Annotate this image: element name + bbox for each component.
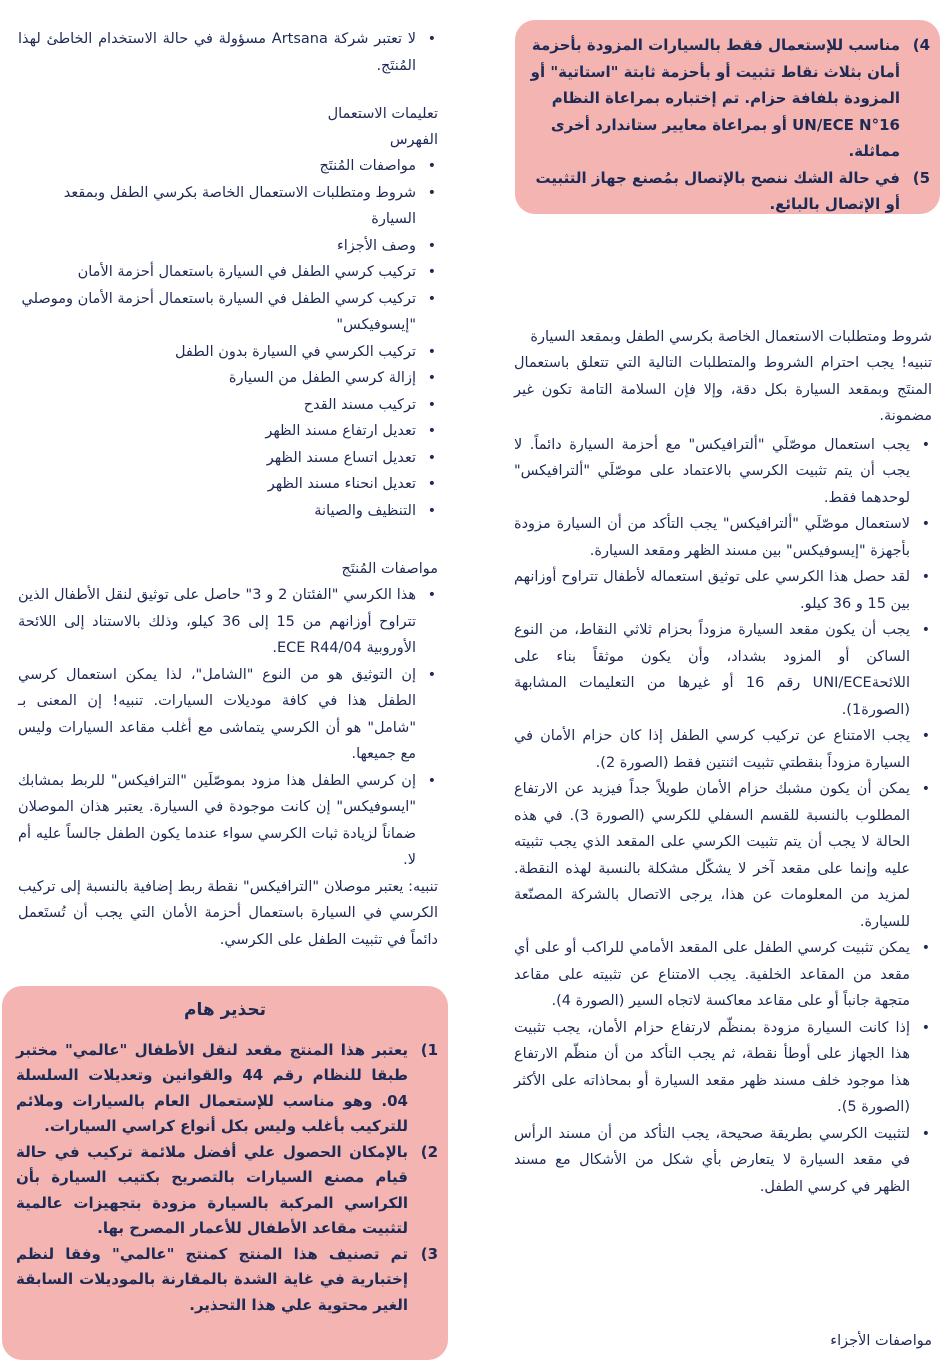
index-item: • التنظيف والصيانة	[18, 498, 416, 525]
list-item	[16, 1242, 438, 1319]
item-number: 2)	[420, 1142, 438, 1161]
item-text: في حالة الشك ننصح بالإتصال بمُصنع جهاز التثبيت أو الإتصال بالبائع.	[535, 168, 900, 213]
list-item: • يجب الامتناع عن تركيب كرسي الطفل إذا كان حزام الأمان في السيارة مزوداً بنقطتي تثبيت اثنتين فقط (الصورة 2).	[514, 723, 910, 776]
index-item: • تعديل اتساع مسند الظهر	[18, 445, 416, 472]
index-item: • تركيب مسند القدح	[18, 392, 416, 419]
list-item: • لقد حصل هذا الكرسي على توثيق استعماله لأطفال تتراوح أوزانهم بين 15 و 36 كيلو.	[514, 564, 910, 617]
index-item: • وصف الأجزاء	[18, 233, 416, 260]
item-number: 5)	[912, 168, 930, 187]
index-item: • إزالة كرسي الطفل من السيارة	[18, 365, 416, 392]
index-item: • تعديل ارتفاع مسند الظهر	[18, 418, 416, 445]
item-number: 4)	[912, 36, 930, 54]
list-item	[529, 32, 930, 165]
index-item: • شروط ومتطلبات الاستعمال الخاصة بكرسي الطفل وبمقعد السيارة	[18, 180, 416, 233]
top-notes-list	[18, 26, 438, 79]
conditions-intro: تنبيه! يجب احترام الشروط والمتطلبات التالية التي تتعلق باستعمال المنتَج وبمقعد السيارة بكل دقة، وإلا فإن السلامة التامة تكون غير مضمونة.	[514, 355, 932, 424]
list-item: • لاستعمال موصّلَي "ألترافيكس" يجب التأكد من أن السيارة مزودة بأجهزة "إيسوفيكس" بين مسند الظهر ومقعد السيارة.	[514, 511, 910, 564]
list-item: • يمكن تثبيت كرسي الطفل على المقعد الأمامي للراكب أو على أي مقعد من المقاعد الخلفية. يجب الامتناع عن تثبيته على مقاعد متجهة جانباً أو على مقاعد معاكسة لاتجاه السير (الصورة 4).	[514, 935, 910, 1015]
list-item: • إذا كانت السيارة مزودة بمنظّم لارتفاع حزام الأمان، يجب تثبيت هذا الجهاز على أوطأ نقطة، ثم يجب التأكد من أن منظّم الارتفاع هذا موجود خلف مسند ظهر مقعد السيارة أو بمحاذاته على الأكثر (الصورة 5).	[514, 1015, 910, 1121]
item-text: تم تصنيف هذا المنتج كمنتج "عالمي" وفقا لنظم إختبارية في غاية الشدة بالمقارنة بالموديلات السابقة الغير محتوية علي هذا التحذير.	[16, 1244, 408, 1314]
item-number: 3)	[420, 1244, 438, 1263]
item-text: مناسب للإستعمال فقط بالسيارات المزودة بأحزمة أمان بثلاث نقاط تثبيت أو بأحزمة ثابتة "استاتية" أو المزودة بلفافة حزام. تم إختباره بمراعاة النظام UN/ECE N°16 أو بمراعاة معايير ستاندارد أخرى مماثلة.	[530, 36, 900, 160]
list-item: • لتثبيت الكرسي بطريقة صحيحة، يجب التأكد من أن مسند الرأس في مقعد السيارة لا يتعارض بأي شكل من الأشكال مع مسند الظهر في كرسي الطفل.	[514, 1121, 910, 1201]
right-info-box	[515, 20, 940, 214]
left-specs-section	[18, 556, 438, 953]
list-item: • لا تعتبر شركة Artsana مسؤولة في حالة الاستخدام الخاطئ لهذا المُنتَج.	[18, 26, 416, 79]
specs-heading: مواصفات المُنتَج	[341, 561, 438, 577]
index-item: • تركيب كرسي الطفل في السيارة باستعمال أحزمة الأمان	[18, 259, 416, 286]
list-item	[16, 1140, 438, 1242]
list-item	[16, 1038, 438, 1140]
instructions-heading: تعليمات الاستعمال	[327, 106, 438, 122]
conditions-list	[514, 432, 932, 1201]
index-item: • تركيب كرسي الطفل في السيارة باستعمال أحزمة الأمان وموصلي "إيسوفيكس"	[18, 286, 416, 339]
parts-heading: مواصفات الأجزاء	[830, 1333, 932, 1349]
item-text: بالإمكان الحصول علي أفضل ملائمة تركيب في حالة قيام مصنع السيارات بالتصريح بكتيب السيارة بأن الكراسي المركبة بالسيارة مزودة بتجهيزات عالمية لتثبيت مقاعد الأطفال للأعمار المصرح بها.	[16, 1142, 408, 1237]
index-list	[18, 153, 438, 524]
right-conditions-section	[514, 324, 932, 1200]
index-item: • تركيب الكرسي في السيارة بدون الطفل	[18, 339, 416, 366]
index-item: • تعديل انحناء مسند الظهر	[18, 471, 416, 498]
item-text: يعتبر هذا المنتج مقعد لنقل الأطفال "عالمي" مختبر طبقا للنظام رقم 44 والقوانين وتعديلات السلسلة 04. وهو مناسب للإستعمال العام بالسيارات وملائم للتركيب بأغلب وليس بكل أنواع كراسي السيارات.	[16, 1040, 408, 1135]
list-item: • يجب أن يكون مقعد السيارة مزوداً بحزام ثلاثي النقاط، من النوع الساكن أو المزود بشداد، وأن يكون موثقاً بناء على اللائحةUNI/ECE رقم 16 أو غيرها من التعليمات المشابهة (الصورة1).	[514, 617, 910, 723]
list-item: • يجب استعمال موصّلَي "ألترافيكس" مع أحزمة السيارة دائماً. لا يجب أن يتم تثبيت الكرسي بالاعتماد على موصّلَي "ألترافيكس" لوحدهما فقط.	[514, 432, 910, 512]
right-info-list	[529, 32, 930, 218]
list-item: • يمكن أن يكون مشبك حزام الأمان طويلاً جداً فيزيد عن الارتفاع المطلوب بالنسبة للقسم السفلي للكرسي (الصورة 3). في هذه الحالة لا يجب أن يتم تثبيت الكرسي على المقعد الذي يجب تثبيته عليه وإنما على مقعد آخر لا يشكّل مشكلة بالنسبة لهذه النقطة. لمزيد من المعلومات عن هذا، يرجى الاتصال بالشركة المصنّعة للسيارة.	[514, 776, 910, 935]
conditions-heading: شروط ومتطلبات الاستعمال الخاصة بكرسي الطفل وبمقعد السيارة	[530, 329, 932, 345]
warning-box	[2, 986, 448, 1360]
list-item: • إن التوثيق هو من النوع "الشامل"، لذا يمكن استعمال كرسي الطفل هذا في كافة موديلات السيارات. تنبيه! إن المعنى بـ "شامل" هو أن الكرسي يتماشى مع أغلب مقاعد السيارات وليس مع جميعها.	[18, 662, 416, 768]
warning-list	[16, 1038, 438, 1319]
list-item: • هذا الكرسي "الفئتان 2 و 3" حاصل على توثيق لنقل الأطفال الذين تتراوح أوزانهم من 15 إلى 36 كيلو، وذلك بالاستناد إلى اللائحة الأوروبية ECE R44/04.	[18, 582, 416, 662]
specs-list	[18, 582, 438, 874]
list-item: • إن كرسي الطفل هذا مزود بموصّلَين "الترافيكس" للربط بمشابك "ايسوفيكس" إن كانت موجودة في السيارة. يعتبر هذان الموصلان ضماناً لزيادة ثبات الكرسي سواء عندما يكون الطفل جالساً عليه أم لا.	[18, 768, 416, 874]
left-index-section	[18, 26, 438, 524]
warning-title: تحذير هام	[184, 1000, 266, 1020]
item-number: 1)	[420, 1040, 438, 1059]
specs-note: تنبيه: يعتبر موصلان "الترافيكس" نقطة ربط إضافية بالنسبة إلى تركيب الكرسي في السيارة باستعمال أحزمة الأمان التي يجب أن تُستَعمل دائماً في تثبيت الطفل على الكرسي.	[18, 878, 438, 948]
list-item	[529, 165, 930, 218]
index-item: • مواصفات المُنتَج	[18, 153, 416, 180]
index-heading: الفهرس	[389, 132, 438, 148]
